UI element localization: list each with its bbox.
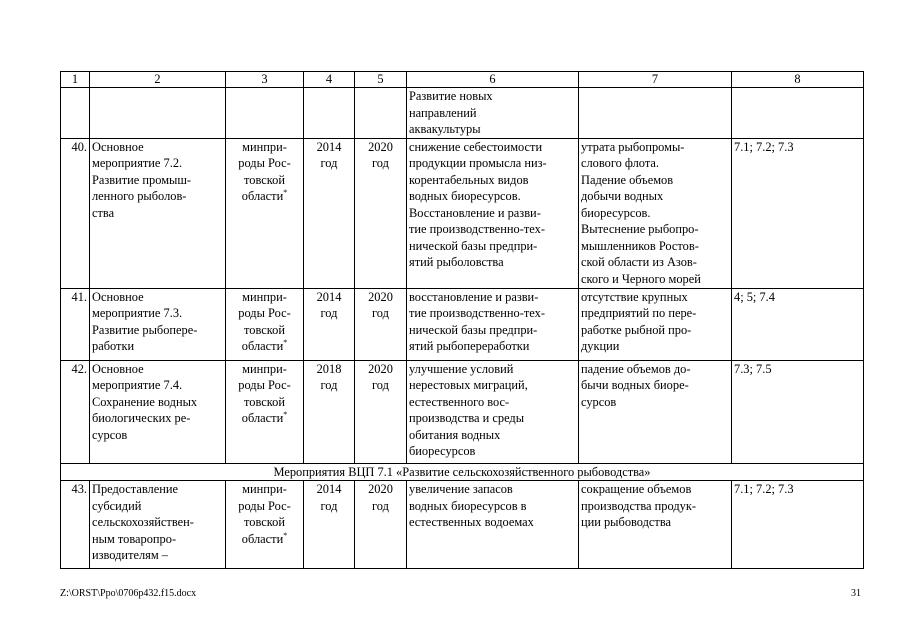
text-line: нической базы предпри- bbox=[409, 322, 538, 337]
text-line: год bbox=[320, 156, 338, 170]
text-line: год bbox=[372, 498, 389, 513]
measure-name bbox=[90, 138, 226, 288]
text-line: год bbox=[320, 498, 338, 513]
expected-result bbox=[407, 138, 579, 288]
text-line: утрата рыбопромы- bbox=[581, 139, 685, 154]
consequence bbox=[579, 138, 732, 288]
cell-empty bbox=[732, 88, 864, 139]
text-line: работки bbox=[92, 339, 135, 353]
row-number: 41. bbox=[61, 288, 90, 360]
text-line: биоресурсов. bbox=[581, 205, 651, 220]
text-line: 2020 bbox=[368, 361, 393, 376]
text-line: год bbox=[372, 378, 389, 392]
consequence bbox=[579, 481, 732, 569]
text-line: Восстановление и разви- bbox=[409, 205, 541, 220]
text-line: тие производственно-тех- bbox=[409, 222, 545, 236]
expected-result bbox=[407, 481, 579, 569]
text-line: увеличение запасов bbox=[409, 482, 513, 496]
row-number: 43. bbox=[61, 481, 90, 569]
continuation-row bbox=[61, 88, 864, 139]
cell-empty bbox=[226, 88, 304, 139]
measure-name bbox=[90, 360, 226, 463]
text-line: Падение объемов bbox=[581, 172, 674, 187]
text-line: год bbox=[320, 378, 338, 392]
text-line: Основное bbox=[92, 289, 144, 304]
expected-result bbox=[407, 360, 579, 463]
text-line: Предоставление bbox=[92, 482, 178, 496]
row-number: 40. bbox=[61, 138, 90, 288]
text-line: обитания водных bbox=[409, 427, 501, 442]
text-line: предприятий по пере- bbox=[581, 306, 697, 320]
text-line: ства bbox=[92, 205, 115, 220]
text-line: корентабельных видов bbox=[409, 172, 529, 187]
text-line: дукции bbox=[581, 339, 620, 353]
header-cell-4: 4 bbox=[304, 72, 355, 88]
text-line: Развитие новых bbox=[409, 89, 493, 103]
text-line: отсутствие крупных bbox=[581, 289, 688, 304]
text-line: 2018 bbox=[316, 361, 342, 376]
cell-result bbox=[407, 88, 579, 139]
measure-name bbox=[90, 288, 226, 360]
measures-table bbox=[60, 71, 864, 569]
text-line: бычи водных биоре- bbox=[581, 378, 689, 392]
text-line: ской области из Азов- bbox=[581, 255, 697, 269]
text-line: товской bbox=[244, 172, 285, 187]
header-cell-3: 3 bbox=[226, 72, 304, 88]
header-cell-7: 7 bbox=[579, 72, 732, 88]
page-number: 31 bbox=[851, 588, 861, 599]
text-line: Развитие рыбопере- bbox=[92, 322, 198, 337]
executor bbox=[226, 481, 304, 569]
text-line: мышленников Ростов- bbox=[581, 238, 699, 253]
footnote-mark: * bbox=[283, 187, 288, 197]
text-line: водных биоресурсов в bbox=[409, 498, 527, 513]
related-indicators: 7.1; 7.2; 7.3 bbox=[732, 138, 864, 288]
text-line: области* bbox=[241, 187, 288, 203]
text-line: слового флота. bbox=[581, 156, 660, 170]
text-line: улучшение условий bbox=[409, 361, 514, 376]
text-line: Развитие промыш- bbox=[92, 172, 192, 187]
text-line: субсидий bbox=[92, 498, 142, 513]
text-line: биологических ре- bbox=[92, 411, 191, 425]
text-line: минпри- bbox=[242, 139, 287, 154]
section-title: Мероприятия ВЦП 7.1 «Развитие сельскохозяйственного рыбоводства» bbox=[61, 463, 864, 481]
related-indicators: 4; 5; 7.4 bbox=[732, 288, 864, 360]
text-line: 2020 bbox=[368, 482, 393, 496]
text-line: продукции промысла низ- bbox=[409, 156, 547, 170]
text-line: сурсов bbox=[92, 427, 128, 442]
start-year bbox=[304, 288, 355, 360]
footer-file-path: Z:\ORST\Ppo\0706p432.f15.docx bbox=[60, 588, 197, 599]
text-line: нерестовых миграций, bbox=[409, 378, 528, 392]
executor bbox=[226, 138, 304, 288]
executor bbox=[226, 288, 304, 360]
text-line: биоресурсов bbox=[409, 444, 476, 458]
text-line: год bbox=[372, 156, 389, 170]
text-line: товской bbox=[244, 322, 285, 337]
footnote-mark: * bbox=[283, 337, 288, 347]
text-line: сельскохозяйствен- bbox=[92, 515, 194, 529]
footnote-mark: * bbox=[283, 409, 288, 419]
end-year bbox=[355, 360, 407, 463]
text-line: 2020 bbox=[368, 289, 393, 304]
text-line: минпри- bbox=[242, 361, 287, 376]
text-line: год bbox=[372, 306, 389, 320]
cell-empty bbox=[61, 88, 90, 139]
text-line: ского и Черного морей bbox=[581, 271, 701, 286]
text-line: мероприятие 7.3. bbox=[92, 306, 183, 320]
text-line: области* bbox=[241, 409, 288, 425]
related-indicators: 7.1; 7.2; 7.3 bbox=[732, 481, 864, 569]
consequence bbox=[579, 360, 732, 463]
text-line: товской bbox=[244, 515, 285, 529]
text-line: ленного рыболов- bbox=[92, 189, 187, 203]
start-year bbox=[304, 481, 355, 569]
table-row bbox=[61, 481, 864, 569]
header-cell-1: 1 bbox=[61, 72, 90, 88]
cell-empty bbox=[355, 88, 407, 139]
header-cell-2: 2 bbox=[90, 72, 226, 88]
table-row bbox=[61, 288, 864, 360]
table-row bbox=[61, 360, 864, 463]
text-line: направлений bbox=[409, 105, 477, 120]
text-line: падение объемов до- bbox=[581, 361, 691, 376]
text-line: роды Рос- bbox=[238, 378, 291, 392]
header-row bbox=[61, 72, 864, 88]
text-line: год bbox=[320, 306, 338, 320]
consequence bbox=[579, 288, 732, 360]
text-line: работке рыбной про- bbox=[581, 322, 692, 337]
expected-result bbox=[407, 288, 579, 360]
text-line: производства и среды bbox=[409, 411, 525, 425]
text-line: естественных водоемах bbox=[409, 515, 534, 529]
related-indicators: 7.3; 7.5 bbox=[732, 360, 864, 463]
text-line: минпри- bbox=[242, 289, 287, 304]
footnote-mark: * bbox=[283, 530, 288, 540]
text-line: снижение себестоимости bbox=[409, 139, 543, 154]
text-line: Основное bbox=[92, 361, 144, 376]
table-row bbox=[61, 138, 864, 288]
measure-name bbox=[90, 481, 226, 569]
text-line: аквакультуры bbox=[409, 122, 481, 136]
text-line: области* bbox=[241, 337, 288, 353]
text-line: минпри- bbox=[242, 482, 287, 496]
text-line: ным товаропро- bbox=[92, 531, 177, 546]
text-line: области* bbox=[241, 530, 288, 546]
text-line: ятий рыболовства bbox=[409, 255, 504, 269]
text-line: роды Рос- bbox=[238, 498, 291, 513]
text-line: товской bbox=[244, 394, 285, 409]
section-row bbox=[61, 463, 864, 481]
text-line: Сохранение водных bbox=[92, 394, 198, 409]
text-line: мероприятие 7.4. bbox=[92, 378, 183, 392]
row-number: 42. bbox=[61, 360, 90, 463]
text-line: роды Рос- bbox=[238, 306, 291, 320]
text-line: 2014 bbox=[316, 139, 342, 154]
cell-empty bbox=[304, 88, 355, 139]
cell-empty bbox=[90, 88, 226, 139]
text-line: ятий рыбопереработки bbox=[409, 339, 530, 353]
header-cell-5: 5 bbox=[355, 72, 407, 88]
end-year bbox=[355, 138, 407, 288]
text-line: тие производственно-тех- bbox=[409, 306, 545, 320]
text-line: изводителям – bbox=[92, 548, 168, 562]
start-year bbox=[304, 138, 355, 288]
text-line: нической базы предпри- bbox=[409, 238, 538, 253]
end-year bbox=[355, 481, 407, 569]
text-line: сурсов bbox=[581, 394, 617, 409]
text-line: сокращение объемов bbox=[581, 482, 692, 496]
text-line: Основное bbox=[92, 139, 144, 154]
text-line: 2014 bbox=[316, 482, 342, 496]
end-year bbox=[355, 288, 407, 360]
text-line: естественного вос- bbox=[409, 394, 510, 409]
text-line: роды Рос- bbox=[238, 156, 291, 170]
text-line: восстановление и разви- bbox=[409, 289, 539, 304]
text-line: ции рыбоводства bbox=[581, 515, 672, 529]
header-cell-6: 6 bbox=[407, 72, 579, 88]
text-line: 2020 bbox=[368, 139, 393, 154]
text-line: водных биоресурсов. bbox=[409, 189, 521, 203]
start-year bbox=[304, 360, 355, 463]
text-line: производства продук- bbox=[581, 498, 696, 513]
executor bbox=[226, 360, 304, 463]
text-line: мероприятие 7.2. bbox=[92, 156, 183, 170]
text-line: 2014 bbox=[316, 289, 342, 304]
text-line: Вытеснение рыбопро- bbox=[581, 222, 699, 236]
cell-empty bbox=[579, 88, 732, 139]
header-cell-8: 8 bbox=[732, 72, 864, 88]
text-line: добычи водных bbox=[581, 189, 664, 203]
